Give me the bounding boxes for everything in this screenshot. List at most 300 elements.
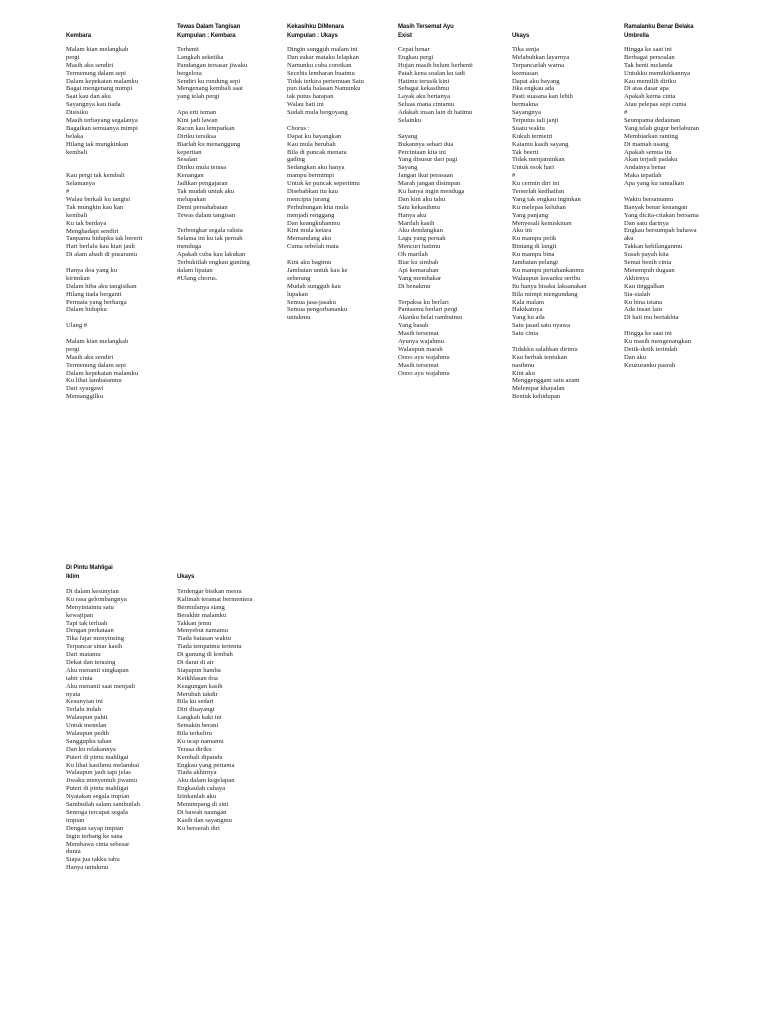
lyric-line: kembali	[66, 211, 88, 219]
song-heading	[398, 23, 508, 40]
lyric-line: Engkau yang pertama	[177, 761, 235, 769]
lyric-line: keemasan	[512, 69, 538, 77]
lyric-line: Hanya doa yang ku	[66, 266, 118, 274]
lyric-line: Diri disayangi	[177, 706, 215, 714]
lyric-line: Ku tak berdaya	[66, 219, 107, 227]
lyric-line: menjadi renggang	[287, 211, 335, 219]
lyric-line: Semoga tercapai segala	[66, 808, 128, 816]
lyric-line: Dalam hiba aku tangisikan	[66, 282, 137, 290]
lyric-line: keperitan	[177, 148, 202, 156]
lyric-line: nasibmu	[512, 361, 535, 369]
lyric-line: Seumpama dedaunan	[624, 117, 681, 125]
lyric-line: Dalam hidupku	[66, 306, 107, 314]
lyric-line: Jambatan pelangi	[512, 259, 558, 267]
lyric-line: Selamanya	[66, 180, 95, 188]
lyric-line: Masih tersemat	[398, 361, 439, 369]
lyric-line: Akan terjadi padaku	[624, 156, 678, 164]
lyric-line: Terbuktilah engkau gunting	[177, 259, 250, 267]
lyric-line: Menyesali kemiskinan	[512, 219, 572, 227]
lyric-line: Jadikan pengajaran	[177, 180, 228, 188]
lyric-line: bergelora	[177, 69, 202, 77]
lyric-line: Membiarkan ranting	[624, 132, 679, 140]
lyric-line: Terhenti	[177, 46, 199, 53]
lyric-line: Aku menanti singkapan	[66, 666, 129, 674]
lyric-line: Kau mula berubah	[287, 140, 336, 148]
lyric-line: Disebabkan itu kau	[287, 188, 338, 196]
lyric-line: Dalam kepekatan malamku	[66, 369, 139, 377]
lyric-line: Ku mampu petik	[512, 235, 557, 243]
lyric-line: Tak henti melanda	[624, 61, 673, 69]
song-band: Umbrella	[624, 32, 649, 39]
lyric-line: Menempuh dugaan	[624, 266, 675, 274]
song-title: Ukays	[512, 32, 530, 39]
lyric-line: Di dalam kesunyian	[66, 588, 119, 595]
lyric-line: Di darat di air	[177, 659, 214, 667]
lyric-line: Satu jasad satu nyawa	[512, 322, 571, 330]
lyric-line: Ku ucap namamu	[177, 737, 224, 745]
lyric-line: Satu cinta	[512, 330, 539, 338]
lyric-line: Maka tepatlah	[624, 172, 662, 180]
lyric-line: Terpancar sinar kasih	[66, 643, 123, 651]
lyric-line: Tapi tak terluah	[66, 619, 108, 627]
song-heading	[177, 23, 287, 40]
lyrics-body	[177, 588, 252, 841]
lyric-line: Bagai mengenang mimpi	[66, 85, 133, 93]
lyric-line: Ku bina istana	[624, 298, 663, 306]
lyric-line: Sanggupku tahan	[66, 737, 112, 745]
lyric-line: Semua jasa-jasaku	[287, 298, 336, 306]
lyric-line: Sayang	[398, 132, 418, 140]
lyric-line: Termenung dalam sepi	[66, 361, 126, 369]
lyric-line: Dari matamu	[66, 651, 101, 659]
lyric-line: Kau berhak tentukan	[512, 353, 567, 361]
lyric-line: gading	[287, 156, 305, 164]
lyric-line: Di atas dasar apa	[624, 85, 669, 93]
lyric-line: mencipta jurang	[287, 195, 330, 203]
lyric-line: Tanpamu hidupku tak bererti	[66, 235, 143, 243]
lyric-line: Jiwaku menyentuh jiwamu	[66, 777, 138, 785]
lyric-line: Bila mimpi mengundang	[512, 290, 578, 298]
lyric-line: Kukuh termetri	[512, 132, 553, 140]
lyric-line: Ku rasa gelombangnya	[66, 595, 127, 603]
lyric-line: Dengan sayap impian	[66, 824, 124, 832]
lyric-line: Kenangan	[177, 172, 204, 180]
lyric-line: Sedangkan aku hanya	[287, 164, 345, 172]
stanza	[66, 267, 142, 314]
lyric-line: Melabuhkan layarnya	[512, 53, 570, 61]
song-heading	[512, 23, 622, 40]
lyric-line: pergi	[66, 345, 80, 353]
lyric-line: Kalimah teramat bermentera	[177, 595, 253, 603]
lyric-line: Pasti suasana kan lebih	[512, 93, 573, 101]
lyric-line: Memanggilku	[66, 393, 103, 401]
lyric-line: Merubah takdir	[177, 690, 218, 698]
song-title: Ukays	[177, 573, 195, 580]
lyric-line: aku	[624, 235, 634, 243]
lyric-line: Sudah mula bergoyang	[287, 109, 348, 117]
song-title: Kekasihku DiMenara	[287, 24, 344, 30]
lyric-line: Dalam kepekatan malamku	[66, 77, 139, 85]
lyric-line: Walaupun lawanku seribu	[512, 274, 581, 282]
lyric-line: Waktu bersamamu	[624, 195, 674, 203]
lyric-line: Ulang #	[66, 322, 88, 330]
lyric-line: Untuk ke puncak sepertimu	[287, 180, 360, 188]
lyric-line: Kau pergi tak kembali	[66, 172, 125, 180]
lyric-line: Dekat dan terasing	[66, 659, 116, 667]
lyric-line: Kesunyian ini	[66, 698, 103, 706]
lyric-line: Hilang tiada berganti	[66, 290, 122, 298]
lyric-line: Ku hanya ingin menduga	[398, 188, 465, 196]
lyric-line: Jambatan untuk kau ke	[287, 266, 348, 274]
lyric-line: Cepat benar	[398, 46, 430, 53]
lyric-line: Berakhir malamku	[177, 611, 227, 619]
lyric-line: Engkaulah cahaya	[177, 785, 226, 793]
lyric-line: Puteri di pintu mahligai	[66, 785, 129, 793]
lyric-line: Langkah seketika	[177, 53, 224, 61]
lyric-line: Banyak benar kenangan	[624, 203, 688, 211]
lyric-line: Yang panjang	[512, 211, 549, 219]
lyric-line: untukmu	[287, 314, 311, 322]
lyric-line: Ingin terbang ke sana	[66, 832, 123, 840]
lyric-line: Membawa cinta sebesar	[66, 840, 130, 848]
lyric-line: Bila di puncak menara	[287, 148, 347, 156]
stanza	[398, 299, 473, 378]
lyric-line: Tika senja	[512, 46, 540, 53]
stanza	[66, 172, 142, 259]
lyric-line: Yang tak engkau inginkan	[512, 195, 581, 203]
lyrics-body	[66, 46, 142, 409]
lyric-line: Kala malam	[512, 298, 545, 306]
lyric-line: Disisiku	[66, 109, 88, 117]
stanza	[177, 109, 250, 219]
stanza	[66, 46, 142, 156]
lyric-line: Yang ku ada	[512, 314, 545, 322]
lyric-line: Langkah kaki ini	[177, 714, 222, 722]
song-heading	[287, 23, 397, 40]
lyric-line: Hanya untukmu	[66, 864, 109, 872]
lyric-line: Ku cermin diri ini	[512, 180, 560, 188]
lyric-line: Sendiri ku rundung sepi	[177, 77, 241, 85]
lyric-line: Ku mampu bina	[512, 251, 555, 259]
stanza	[287, 46, 364, 117]
lyric-line: Jangan ikut perasaan	[398, 172, 453, 180]
lyric-line: Pantasmu berlari pergi	[398, 306, 458, 314]
lyric-line: Itu hanya bisaku laksanakan	[512, 282, 587, 290]
lyric-line: Semai benih cinta	[624, 259, 672, 267]
lyric-line: Atau pelepas sepi cuma	[624, 101, 687, 109]
lyric-line: Selama ini ku tak pernah	[177, 235, 243, 243]
lyric-line: #Ulang chorus.	[177, 274, 218, 282]
lyric-line: Racun kau lemparkan	[177, 124, 235, 132]
lyric-line: Ku lihat lambaianmu	[66, 377, 122, 385]
song-title: Kembara	[66, 32, 91, 39]
lyric-line: Tak beerti	[512, 148, 539, 156]
lyrics-body	[287, 46, 364, 330]
lyric-line: Menyintaimu satu	[66, 603, 114, 611]
lyrics-body	[398, 46, 473, 385]
lyric-line: Seluas mana cintamu	[398, 101, 455, 109]
lyric-line: Perhubungan kita mula	[287, 203, 349, 211]
lyric-line: Menumpang di sini	[177, 801, 229, 809]
lyric-line: Dan keangkuhanmu	[287, 219, 340, 227]
lyric-line: Biar ku simbah	[398, 259, 439, 267]
lyric-line: bermakna	[512, 101, 538, 109]
lyric-line: Tak mudah untuk aku	[177, 188, 235, 196]
lyric-line: tak putus harapan	[287, 93, 334, 101]
lyric-line: Susah payah kita	[624, 251, 669, 259]
lyric-line: Sesalan	[177, 156, 198, 164]
song-band: Exist	[398, 32, 412, 39]
lyric-line: Walaupun jauh tapi jelas	[66, 769, 131, 777]
stanza	[398, 46, 473, 125]
lyric-line: menduga	[177, 243, 202, 251]
lyric-line: Keagungan kasih	[177, 682, 223, 690]
lyric-line: Hingga ke saat ini	[624, 46, 672, 53]
lyric-line: Apakah kerna cinta	[624, 93, 676, 101]
lyric-line: Terdengar bisikan mesra	[177, 588, 242, 595]
lyric-line: Dan kini aku tahu	[398, 195, 446, 203]
lyric-line: Di benakmu	[398, 282, 431, 290]
lyric-line: kirimkan	[66, 274, 90, 282]
lyric-line: Memandang aku	[287, 235, 332, 243]
stanza	[287, 125, 364, 251]
lyric-line: Satu kekasihmu	[398, 203, 440, 211]
lyric-line: Semakin berani	[177, 722, 219, 730]
lyric-line: Walaupun pahit	[66, 714, 108, 722]
lyric-line: Termenung dalam sepi	[66, 69, 126, 77]
lyric-line: pergi	[66, 53, 80, 61]
lyric-line: Kini mula ketara	[287, 227, 332, 235]
lyric-line: impian	[66, 816, 85, 824]
lyric-line: Tak mungkin kau kan	[66, 203, 124, 211]
lyric-line: mampu bermimpi	[287, 172, 335, 180]
lyric-line: Oh marilah	[398, 251, 428, 259]
stanza	[287, 259, 364, 322]
lyric-line: Kini aku	[512, 369, 535, 377]
lyric-line: Saat kau dan aku	[66, 93, 111, 101]
lyric-line: Malam kian melangkah	[66, 337, 129, 345]
lyric-line: Apakah cuba kau lakukan	[177, 251, 246, 259]
song-title: Ramalanku Benar Belaka	[624, 24, 694, 30]
lyric-line: Terasa diriku	[177, 745, 212, 753]
song-band: Kumpulan : Ukays	[287, 32, 338, 39]
stanza	[66, 588, 140, 872]
lyric-line: Apa yang ku ramalkan	[624, 180, 684, 188]
lyrics-body	[624, 46, 699, 377]
lyric-line: Andainya benar	[624, 164, 666, 172]
lyric-line: Walau hati ini	[287, 101, 324, 109]
lyric-line: Masih tersemat	[398, 330, 439, 338]
lyric-line: Dari syurgawi	[66, 385, 104, 393]
lyric-line: Ku masih mengenangkan	[624, 337, 692, 345]
stanza	[177, 46, 250, 101]
lyric-line: Marah jangan disimpan	[398, 180, 461, 188]
lyric-line: Berbagai persoalan	[624, 53, 675, 61]
lyric-line: Terlalu indah	[66, 706, 101, 714]
song-heading	[66, 564, 176, 581]
lyric-line: Permata yang berharga	[66, 298, 127, 306]
lyric-line: Tidak menjaminkan	[512, 156, 565, 164]
lyric-line: belaka	[66, 132, 84, 140]
lyric-line: tabir cinta	[66, 674, 93, 682]
lyric-line: Untuk esok hari	[512, 164, 555, 172]
lyric-line: Aku menanti saat menjadi	[66, 682, 136, 690]
stanza	[624, 330, 699, 369]
lyric-line: Melempar khayalan	[512, 385, 565, 393]
lyric-line: Bila ku sedari	[177, 698, 214, 706]
lyric-line: Patah kena soalan ku tadi	[398, 69, 466, 77]
lyric-line: Menggenggam satu azam	[512, 377, 580, 385]
stanza	[66, 338, 142, 401]
lyric-line: Keikhlasan doa	[177, 674, 218, 682]
lyric-line: Adakah insan lain di hatimu	[398, 109, 473, 117]
lyric-line: Diriku mula terasa	[177, 164, 227, 172]
lyric-line: Yang dicita-citakan bersama	[624, 211, 699, 219]
lyric-line: seberang	[287, 274, 311, 282]
lyric-line: Siapa jua takku tahu	[66, 856, 120, 864]
lyrics-body	[512, 46, 587, 409]
lyric-line: Untukku memikirkannya	[624, 69, 691, 77]
lyric-line: Tidakku salahkan dirimu	[512, 345, 578, 353]
lyric-line: Ayunya wajahmu	[398, 337, 445, 345]
lyric-line: Akanku belai rambutmu	[398, 314, 463, 322]
lyric-line: Tewas dalam tangisan	[177, 211, 236, 219]
lyric-line: Aku dendangkan	[398, 227, 443, 235]
lyric-line: Biarlah ku menanggung	[177, 140, 241, 148]
stanza	[624, 196, 699, 322]
lyric-line: Bukannya sehari dua	[398, 140, 454, 148]
lyric-line: Engkau bersumpah bahawa	[624, 227, 697, 235]
lyric-line: Aku ini	[512, 227, 532, 235]
lyric-line: Kau tinggalkan	[624, 282, 665, 290]
lyric-line: #	[624, 109, 628, 117]
lyric-line: Bentuk kehidupan	[512, 393, 561, 401]
lyric-line: Apa erti teman	[177, 109, 217, 117]
lyric-line: Tiada batasan waktu	[177, 635, 231, 643]
lyric-line: Diriku tersiksa	[177, 132, 217, 140]
lyric-line: Oooo ayu wajahmu	[398, 353, 450, 361]
lyric-line: Oooo ayu wajahmu	[398, 369, 450, 377]
lyric-line: Marilah kasih	[398, 219, 435, 227]
lyric-line: Walau berkali ku tangisi	[66, 195, 131, 203]
lyric-line: Kembali dipandu	[177, 753, 223, 761]
lyrics-body	[66, 588, 140, 880]
lyric-line: Masih aku sendiri	[66, 61, 114, 69]
song-heading	[177, 564, 287, 581]
lyric-line: Percintaan kita ini	[398, 148, 446, 156]
lyric-line: kewajipan	[66, 611, 94, 619]
lyric-line: Api kemarahan	[398, 266, 439, 274]
stanza	[66, 322, 142, 330]
lyric-line: Dan sukar mataku lelapkan	[287, 53, 359, 61]
lyric-line: Dengan perkataan	[66, 627, 114, 635]
lyric-line: Hingga ke saat ini	[624, 330, 672, 338]
stanza	[177, 588, 252, 833]
lyric-line: Sayangnya kau tiada	[66, 101, 121, 109]
lyric-line: Demi persahabatan	[177, 203, 228, 211]
lyric-line: Walaupun marah	[398, 345, 443, 353]
lyric-line: Akhirnya	[624, 274, 649, 282]
lyric-line: Apakah semua itu	[624, 148, 672, 156]
lyric-line: Terputus tali janji	[512, 117, 559, 125]
lyric-line: Ku lihat kasihmu melambai	[66, 761, 140, 769]
lyric-line: Yang basah	[398, 322, 429, 330]
lyric-line: Siapapun hamba	[177, 666, 221, 674]
lyric-line: Ku melepas keluhan	[512, 203, 566, 211]
lyric-line: Sayangnya	[512, 109, 541, 117]
lyric-line: Bagaikan semuanya mimpi	[66, 124, 138, 132]
lyric-line: Di mamah usang	[624, 140, 669, 148]
lyric-line: Di alam abadi di pusaramu	[66, 251, 138, 259]
lyric-line: Untuk menelan	[66, 722, 107, 730]
lyric-line: lupakan	[287, 290, 308, 298]
lyric-line: Dapat aku bayang	[512, 77, 560, 85]
lyric-line: Katamu kasih sayang	[512, 140, 569, 148]
lyric-line: Yang disusur dari pagi	[398, 156, 458, 164]
song-heading	[66, 23, 176, 40]
lyric-line: Menyebut namamu	[177, 627, 229, 635]
lyric-line: Jika engkau ada	[512, 85, 555, 93]
lyric-line: Di hati mu bertakhta	[624, 314, 679, 322]
lyric-line: Tiada akhirnya	[177, 769, 217, 777]
stanza	[177, 227, 250, 282]
lyric-line: Ku berserah diri	[177, 824, 220, 832]
lyric-line: Kini jadi lawan	[177, 117, 218, 125]
stanza	[512, 46, 587, 338]
lyric-line: Dingin sungguh malam ini	[287, 46, 358, 53]
lyric-line: Menghadapi sendiri	[66, 227, 119, 235]
lyric-line: Selainku	[398, 117, 422, 125]
lyric-line: pun tiada balasan Namunku	[287, 85, 361, 93]
lyric-line: Malam kian melangkah	[66, 46, 129, 53]
lyric-line: Hatimu terusik kini	[398, 77, 450, 85]
lyric-line: Hilang tak mungkinkan	[66, 140, 129, 148]
lyric-line: Secebis lembaran buatmu	[287, 69, 355, 77]
lyric-line: dunia	[66, 848, 81, 856]
lyric-line: Masih terbayang segalanya	[66, 117, 138, 125]
lyric-line: Suatu waktu	[512, 124, 545, 132]
lyric-line: Bintang di langit	[512, 243, 557, 251]
lyric-line: dalam lipatan	[177, 266, 213, 274]
lyric-line: Yang telah gugur berlaburan	[624, 124, 699, 132]
song-heading	[624, 23, 734, 40]
lyric-line: Hujan masih belum berhenti	[398, 61, 473, 69]
lyric-line: Terpaksa ku berlari	[398, 298, 449, 306]
lyric-line: Takkan jemu	[177, 619, 212, 627]
lyric-line: Cuma sebelah mata	[287, 243, 339, 251]
lyric-line: Ada insan lain	[624, 306, 663, 314]
lyric-line: Dan satu darinya	[624, 219, 669, 227]
lyric-line: Nyatakan segala impian	[66, 793, 130, 801]
stanza	[512, 346, 587, 401]
lyric-line: Hanya aku	[398, 211, 427, 219]
lyric-line: Sayang	[398, 164, 418, 172]
lyric-line: #	[512, 172, 516, 180]
lyric-line: Takkan kehilanganmu	[624, 243, 683, 251]
lyric-line: Masih aku sendiri	[66, 353, 114, 361]
lyric-line: Di bawah naungan	[177, 808, 227, 816]
lyrics-body	[177, 46, 250, 291]
song-title: Di Pintu Mahligai	[66, 565, 113, 571]
lyric-line: Semua pengorbananku	[287, 306, 348, 314]
lyric-line: Sambutlah salam sambutlah	[66, 801, 140, 809]
lyric-line: Mudah sungguh kau	[287, 282, 341, 290]
lyric-line: Aku dalam kegelapan	[177, 777, 235, 785]
lyric-line: Kasih dan sayangmu	[177, 816, 232, 824]
lyric-line: Terpancarlah warna	[512, 61, 565, 69]
lyric-line: Tika fajar menyinsing	[66, 635, 124, 643]
lyric-line: Izinkanlah aku	[177, 793, 216, 801]
